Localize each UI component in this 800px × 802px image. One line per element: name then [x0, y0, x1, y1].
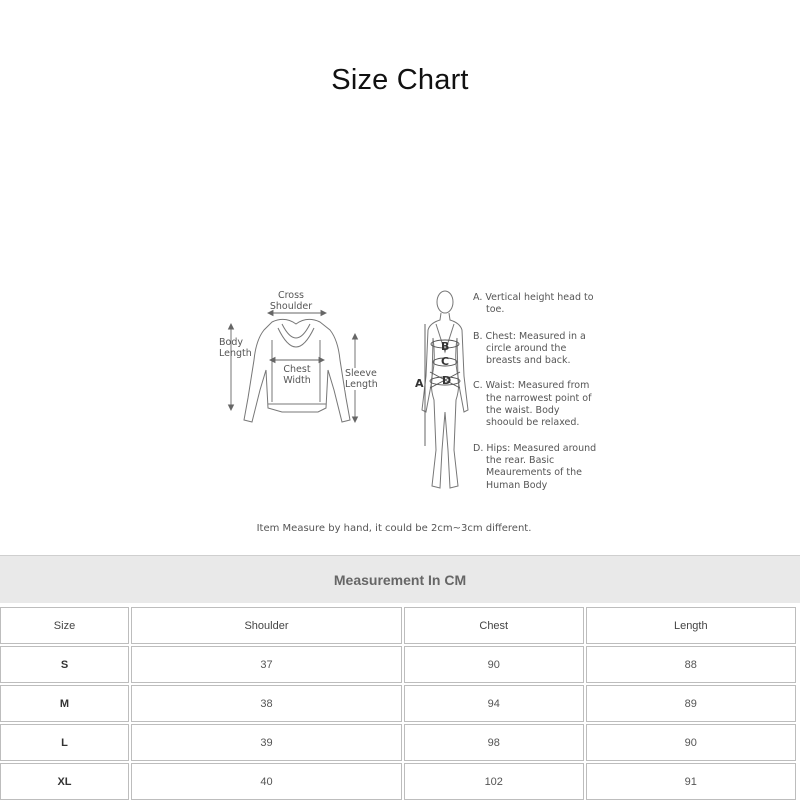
table-row — [0, 724, 796, 761]
column-header-size: Size — [0, 607, 129, 644]
cell-shoulder: 38 — [131, 685, 402, 722]
letter-d: D — [442, 374, 452, 387]
body-length-label: Body Length — [219, 337, 252, 359]
note-hips: D. Hips: Measured around the rear. Basic Meaurements of the Human Body — [473, 442, 597, 491]
diagram-drawings — [0, 280, 800, 540]
cell-length: 89 — [586, 685, 796, 722]
cell-chest: 94 — [404, 685, 584, 722]
size-table — [0, 605, 798, 802]
sleeve-length-label: Sleeve Length — [345, 368, 385, 390]
table-caption: Measurement In CM — [0, 555, 800, 603]
cell-size: S — [0, 646, 129, 683]
column-header-shoulder: Shoulder — [131, 607, 402, 644]
body-figure-icon — [422, 291, 468, 488]
letter-c: C — [441, 355, 450, 368]
cell-chest: 98 — [404, 724, 584, 761]
cell-length: 88 — [586, 646, 796, 683]
chest-width-label: Chest Width — [276, 364, 318, 386]
note-height: A. Vertical height head to toe. — [473, 292, 594, 316]
table-row — [0, 763, 796, 800]
cell-chest: 102 — [404, 763, 584, 800]
cell-chest: 90 — [404, 646, 584, 683]
letter-b: B — [441, 340, 450, 353]
measure-disclaimer: Item Measure by hand, it could be 2cm~3cm different. — [256, 523, 532, 534]
cell-size: XL — [0, 763, 129, 800]
table-row — [0, 685, 796, 722]
cell-size: M — [0, 685, 129, 722]
column-header-chest: Chest — [404, 607, 584, 644]
cell-shoulder: 39 — [131, 724, 402, 761]
cell-length: 91 — [586, 763, 796, 800]
letter-a: A — [415, 377, 424, 390]
column-header-length: Length — [586, 607, 796, 644]
page-title: Size Chart — [331, 64, 469, 96]
cell-shoulder: 40 — [131, 763, 402, 800]
cross-shoulder-label: Cross Shoulder — [269, 290, 313, 312]
measurement-diagram — [0, 280, 800, 540]
note-waist: C. Waist: Measured from the narrowest point of the waist. Body shoould be relaxed. — [473, 380, 592, 429]
cell-length: 90 — [586, 724, 796, 761]
table-row — [0, 646, 796, 683]
cell-shoulder: 37 — [131, 646, 402, 683]
measurement-notes — [473, 292, 598, 504]
size-table-section — [0, 555, 800, 800]
cell-size: L — [0, 724, 129, 761]
table-header-row — [0, 607, 796, 644]
note-chest: B. Chest: Measured in a circle around the breasts and back. — [473, 330, 586, 367]
